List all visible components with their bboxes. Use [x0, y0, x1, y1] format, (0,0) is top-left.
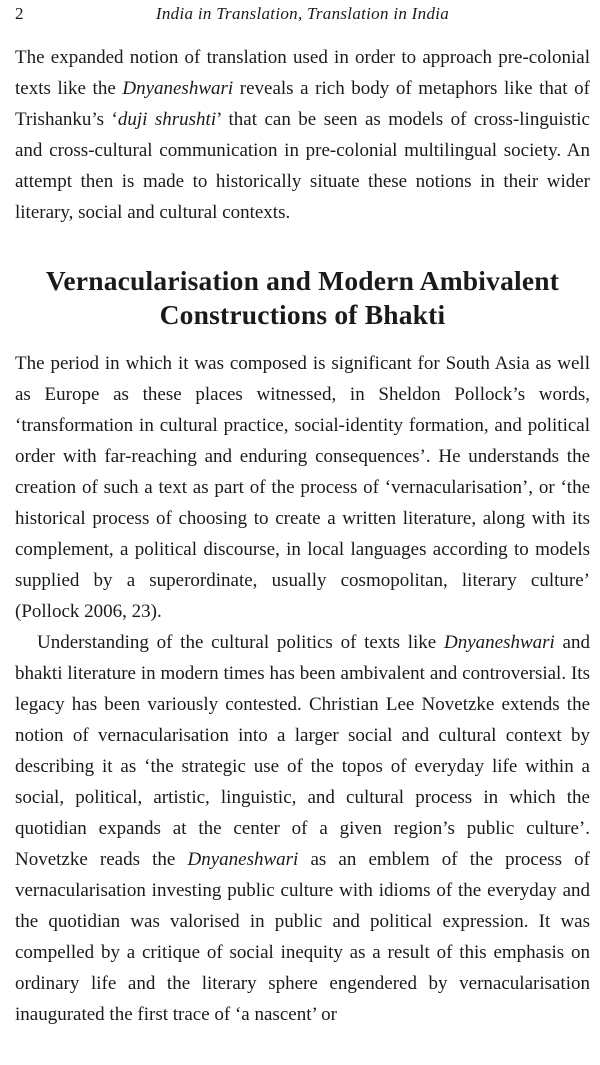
paragraph-novetzke	[15, 627, 590, 1030]
paragraph-pollock	[15, 348, 590, 627]
italic-term: duji shrushti	[117, 109, 217, 130]
paragraph-text: Understanding of the cultural politics of texts like	[37, 632, 444, 653]
italic-title: Dnyaneshwari	[122, 78, 234, 99]
paragraph-text: The period in which it was composed is significant for South Asia as well as Europe as these places witnessed, in Sheldon Pollock’s words, ‘transformation in cultural practice, social-identity formation, and political order with far-reaching and enduring consequences’. He understands the creation of such a text as part of the process of ‘vernacularisation’, or ‘the historical process of choosing to create a written literature, along with its complement, a political discourse, in local languages according to models supplied by a superordinate, usually cosmopolitan, literary culture’ (Pollock 2006, 23).	[15, 353, 590, 622]
running-title: India in Translation, Translation in India	[155, 4, 450, 23]
page-number: 2	[15, 4, 24, 23]
paragraph-text: as an emblem of the process of vernacularisation investing public culture with idioms of the everyday and the quotidian was valorised in public and political expression. It was compelled by a critique of social inequity as a result of this emphasis on ordinary life and the literary sphere engendered by vernacularisation inaugurated the first trace of ‘a nascent’ or	[15, 849, 590, 1025]
paragraph-text: ’ that can be seen as models of cross-linguistic and cross-cultural communication in pre-colonial multilingual society. An attempt then is made to historically situate these notions in their wider literary, social and cultural contexts.	[15, 109, 590, 223]
paragraph-text: reveals a rich body of metaphors like that of Trishanku’s ‘	[15, 78, 590, 130]
paragraph-text: The expanded notion of translation used in order to approach pre-colonial texts like the	[15, 47, 590, 99]
paragraph-text: and bhakti literature in modern times has been ambivalent and controversial. Its legacy has been variously contested. Christian Lee Novetzke extends the notion of vernacularisation into a larger social and cultural context by describing it as ‘the strategic use of the topos of everyday life within a social, political, artistic, linguistic, and cultural process in which the quotidian expands at the center of a given region’s public culture’. Novetzke reads the	[15, 632, 590, 870]
running-header	[15, 0, 590, 28]
section-heading-line-2: Constructions of Bhakti	[159, 299, 446, 330]
italic-title: Dnyaneshwari	[443, 632, 555, 653]
section-heading	[15, 264, 590, 332]
italic-title: Dnyaneshwari	[187, 849, 299, 870]
paragraph-intro	[15, 42, 590, 228]
section-heading-line-1: Vernacularisation and Modern Ambivalent	[45, 265, 560, 296]
